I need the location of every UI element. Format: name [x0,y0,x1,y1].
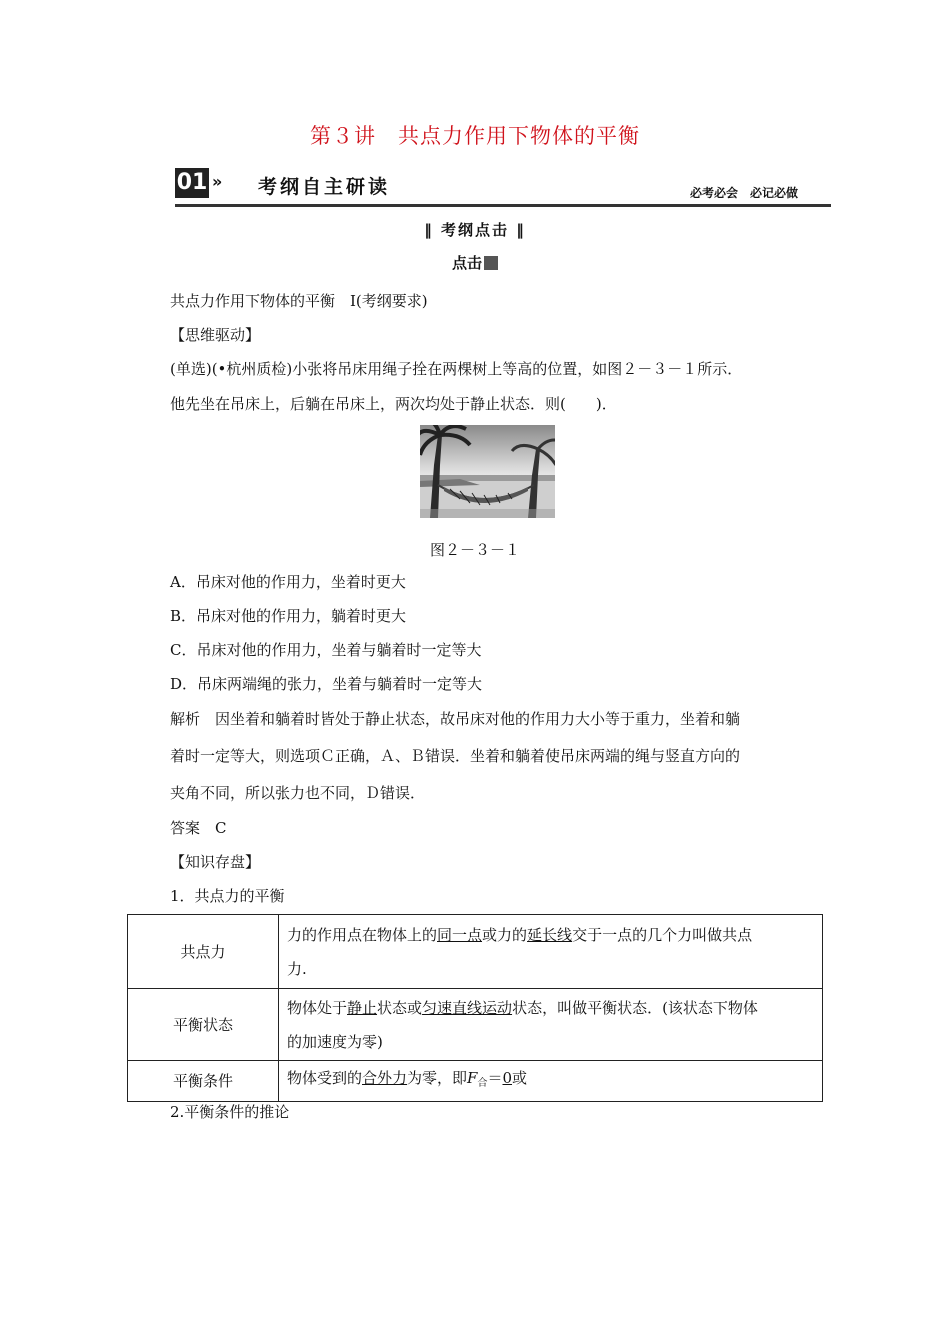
table-row-label: 共点力 [128,915,279,989]
block-icon [484,256,498,270]
item-2-heading: 2.平衡条件的推论 [170,1103,290,1121]
option-d: D．吊床两端绳的张力，坐着与躺着时一定等大 [170,675,483,693]
table-row-content [279,989,823,1061]
text-span: 物体受到的 [287,1069,363,1087]
subheading-syllabus: ‖ 考纲点击 ‖ [424,221,526,239]
section-tagline: 必考必会 必记必做 [690,186,799,200]
subheading-click [0,252,950,273]
table-row-label: 平衡状态 [128,989,279,1061]
option-b: B．吊床对他的作用力，躺着时更大 [170,607,407,625]
knowledge-table [127,914,823,1102]
question-line-2: 他先坐在吊床上，后躺在吊床上，两次均处于静止状态．则( )． [170,395,617,413]
underlined-answer: 0 [502,1069,513,1087]
section-title: 考纲自主研读 [258,176,391,198]
force-variable: F [467,1069,478,1087]
table-row-content [279,915,823,989]
underlined-answer: 静止 [347,998,378,1017]
subheading-click-label: 点击 [451,254,482,272]
table-row [128,989,823,1061]
table-row-content [279,1061,823,1102]
table-row [128,915,823,989]
topic-line: 共点力作用下物体的平衡 Ⅰ(考纲要求) [170,292,428,310]
text-span: 的加速度为零) [287,1032,383,1051]
text-span: 状态或 [377,998,423,1017]
page-title: 第３讲 共点力作用下物体的平衡 [310,124,640,148]
table-row [128,1061,823,1102]
text-span: 为零，即 [407,1069,468,1087]
option-c: C．吊床对他的作用力，坐着与躺着时一定等大 [170,641,482,659]
table-row-label: 平衡条件 [128,1061,279,1102]
question-line-1: (单选)(•杭州质检)小张将吊床用绳子拴在两棵树上等高的位置，如图２－３－１所示． [170,360,743,378]
analysis-line-1: 解析 因坐着和躺着时皆处于静止状态，故吊床对他的作用力大小等于重力，坐着和躺 [170,710,741,728]
heading-knowledge: 【知识存盘】 [170,853,261,871]
hammock-photo [420,425,555,518]
equals-sign: ＝ [487,1069,503,1087]
text-span: 或力的 [482,925,528,944]
analysis-line-2: 着时一定等大，则选项Ｃ正确，Ａ、Ｂ错误．坐着和躺着使吊床两端的绳与竖直方向的 [170,747,741,765]
option-a: A．吊床对他的作用力，坐着时更大 [170,573,406,591]
underlined-answer: 同一点 [437,925,483,944]
text-span: 交于一点的几个力叫做共点 [572,925,753,944]
text-span: 状态，叫做平衡状态．(该状态下物体 [512,998,758,1017]
underlined-answer: 匀速直线运动 [422,998,513,1017]
text-span: 物体处于 [287,998,348,1017]
underlined-answer: 延长线 [527,925,573,944]
text-span: 或 [512,1069,528,1087]
underlined-answer: 合外力 [362,1069,408,1087]
figure-caption: 图２－３－１ [429,541,520,559]
heading-thinking-drive: 【思维驱动】 [170,326,261,344]
section-number-badge: 01 [175,168,209,198]
analysis-line-3: 夹角不同，所以张力也不同，Ｄ错误． [170,784,426,802]
text-span: 力的作用点在物体上的 [287,925,438,944]
answer-line: 答案 C [170,819,227,837]
text-span: 力. [287,959,307,978]
section-arrow: » [212,172,223,191]
item-1-heading: 1．共点力的平衡 [170,887,285,905]
force-subscript: 合 [477,1078,488,1089]
